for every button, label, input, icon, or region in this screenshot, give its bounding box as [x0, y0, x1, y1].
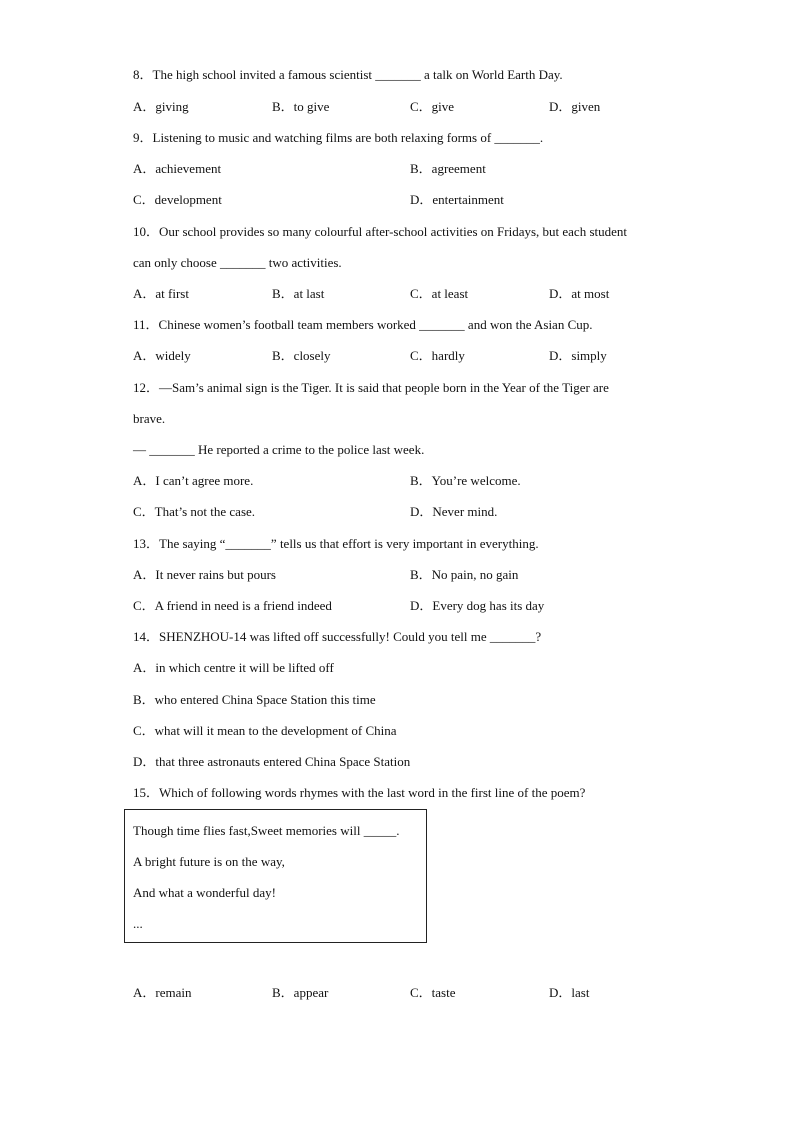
- question-15-option-d[interactable]: D．last: [549, 985, 590, 1000]
- question-11-stem: 11．Chinese women’s football team members worked _______ and won the Asian Cup.: [133, 317, 593, 332]
- question-10-option-d[interactable]: D．at most: [549, 286, 610, 301]
- question-12-stem-line-2: brave.: [133, 411, 166, 426]
- question-15-option-c[interactable]: C．taste: [410, 985, 456, 1000]
- question-15-stem: 15．Which of following words rhymes with the last word in the first line of the poem?: [133, 785, 586, 800]
- question-15-option-a[interactable]: A．remain: [133, 985, 192, 1000]
- question-10-option-c[interactable]: C．at least: [410, 286, 469, 301]
- poem-line-4: ...: [133, 916, 143, 931]
- question-13-option-b[interactable]: B．No pain, no gain: [410, 567, 519, 582]
- question-14-option-d[interactable]: D．that three astronauts entered China Space Station: [133, 754, 411, 769]
- question-8-option-d[interactable]: D．given: [549, 99, 601, 114]
- question-12-option-a[interactable]: A．I can’t agree more.: [133, 473, 254, 488]
- question-9-option-c[interactable]: C．development: [133, 192, 222, 207]
- question-14-stem: 14．SHENZHOU-14 was lifted off successfully! Could you tell me _______?: [133, 629, 542, 644]
- question-10-option-b[interactable]: B．at last: [272, 286, 325, 301]
- question-9-stem: 9．Listening to music and watching films are both relaxing forms of _______.: [133, 130, 544, 145]
- question-11-option-a[interactable]: A．widely: [133, 348, 191, 363]
- question-12-option-c[interactable]: C．That’s not the case.: [133, 504, 256, 519]
- question-14-option-a[interactable]: A．in which centre it will be lifted off: [133, 660, 334, 675]
- poem-box: [124, 809, 427, 943]
- question-13-option-d[interactable]: D．Every dog has its day: [410, 598, 545, 613]
- question-9-option-b[interactable]: B．agreement: [410, 161, 486, 176]
- question-13-option-a[interactable]: A．It never rains but pours: [133, 567, 276, 582]
- question-15-option-b[interactable]: B．appear: [272, 985, 329, 1000]
- question-12-option-b[interactable]: B．You’re welcome.: [410, 473, 521, 488]
- question-11-option-d[interactable]: D．simply: [549, 348, 607, 363]
- question-13-option-c[interactable]: C．A friend in need is a friend indeed: [133, 598, 332, 613]
- poem-line-1: Though time flies fast,Sweet memories will _____.: [133, 823, 400, 838]
- question-9-option-d[interactable]: D．entertainment: [410, 192, 504, 207]
- question-10-option-a[interactable]: A．at first: [133, 286, 189, 301]
- question-14-option-c[interactable]: C．what will it mean to the development of China: [133, 723, 397, 738]
- poem-line-2: A bright future is on the way,: [133, 854, 285, 869]
- question-10-stem-line-1: 10．Our school provides so many colourful after-school activities on Fridays, but each student: [133, 224, 627, 239]
- poem-line-3: And what a wonderful day!: [133, 885, 276, 900]
- question-8-option-b[interactable]: B．to give: [272, 99, 330, 114]
- question-8-option-a[interactable]: A．giving: [133, 99, 189, 114]
- question-12-stem-line-1: 12．—Sam’s animal sign is the Tiger. It is said that people born in the Year of the Tiger are: [133, 380, 609, 395]
- question-13-stem: 13．The saying “_______” tells us that effort is very important in everything.: [133, 536, 539, 551]
- question-11-option-b[interactable]: B．closely: [272, 348, 331, 363]
- question-12-stem-line-3: — _______ He reported a crime to the police last week.: [133, 442, 425, 457]
- question-8-option-c[interactable]: C．give: [410, 99, 455, 114]
- question-11-option-c[interactable]: C．hardly: [410, 348, 465, 363]
- question-12-option-d[interactable]: D．Never mind.: [410, 504, 498, 519]
- question-14-option-b[interactable]: B．who entered China Space Station this time: [133, 692, 376, 707]
- question-9-option-a[interactable]: A．achievement: [133, 161, 222, 176]
- question-8-stem: 8．The high school invited a famous scientist _______ a talk on World Earth Day.: [133, 67, 563, 82]
- question-10-stem-line-2: can only choose _______ two activities.: [133, 255, 342, 270]
